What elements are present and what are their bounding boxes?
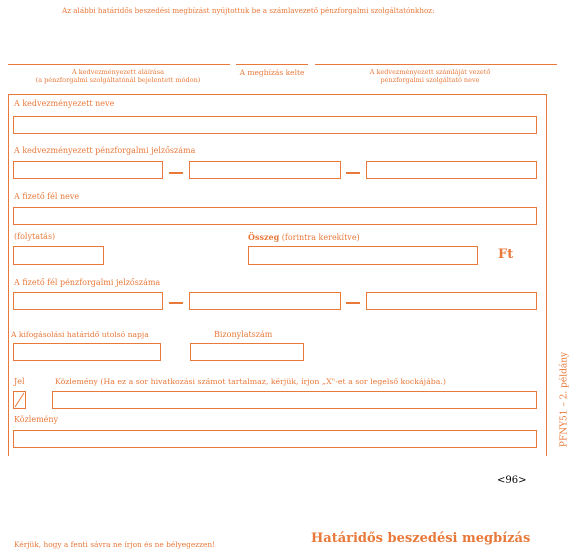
sign-checkbox[interactable] xyxy=(13,391,26,409)
intro-text: Az alábbi határidős beszedési megbízást nyújtottuk be a számlavezető pénzforgalmi szolgáltatónkhoz: xyxy=(62,6,435,15)
signature-line xyxy=(8,64,230,65)
objection-deadline-field[interactable] xyxy=(13,343,161,361)
amount-label: Összeg (forintra kerekítve) xyxy=(248,232,360,242)
payer-account-label: A fizető fél pénzforgalmi jelzőszáma xyxy=(14,278,161,287)
account-separator xyxy=(169,302,183,304)
date-caption: A megbízás kelte xyxy=(239,68,305,77)
beneficiary-account-label: A kedvezményezett pénzforgalmi jelzőszáma xyxy=(14,146,196,155)
stamp-notice: Kérjük, hogy a fenti sávra ne írjon és ne bélyegezzen! xyxy=(14,540,216,549)
remark-label: Közlemény xyxy=(14,415,59,424)
account-separator xyxy=(346,172,360,174)
form-top-border xyxy=(8,94,546,95)
beneficiary-account-part1[interactable] xyxy=(13,161,163,179)
document-title: Határidős beszedési megbízás xyxy=(311,531,531,546)
sign-label: Jel xyxy=(14,377,25,386)
account-separator xyxy=(346,302,360,304)
payer-name-field[interactable] xyxy=(13,207,537,225)
document-number-field[interactable] xyxy=(190,343,304,361)
amount-field[interactable] xyxy=(248,246,478,265)
beneficiary-name-label: A kedvezményezett neve xyxy=(14,99,115,108)
form-right-border xyxy=(546,94,547,456)
account-separator xyxy=(169,172,183,174)
payer-account-part3[interactable] xyxy=(366,292,537,310)
diagonal-slash-icon xyxy=(14,392,25,408)
currency-label: Ft xyxy=(498,247,514,262)
continuation-label: (folytatás) xyxy=(14,232,56,241)
beneficiary-account-part2[interactable] xyxy=(189,161,341,179)
objection-deadline-label: A kifogásolási határidő utolsó napja xyxy=(11,330,149,339)
payer-name-label: A fizető fél neve xyxy=(14,192,80,201)
remark-reference-field[interactable] xyxy=(52,391,537,409)
document-number-label: Bizonylatszám xyxy=(214,330,273,339)
remark-hint-label: Közlemény (Ha ez a sor hivatkozási számot tartalmaz, kérjük, írjon „X"-et a sor legelső kockájába.) xyxy=(55,377,446,386)
provider-caption: A kedvezményezett számláját vezető pénzforgalmi szolgáltató neve xyxy=(369,68,491,85)
provider-line xyxy=(315,64,557,65)
date-line xyxy=(236,64,308,65)
payer-account-part2[interactable] xyxy=(189,292,341,310)
form-left-border xyxy=(8,94,9,456)
signature-caption: A kedvezményezett aláírása (a pénzforgalmi szolgáltatónál bejelentett módon) xyxy=(35,68,201,85)
beneficiary-name-field[interactable] xyxy=(13,116,537,134)
form-number: <96> xyxy=(497,475,527,486)
remark-field[interactable] xyxy=(13,430,537,448)
continuation-field[interactable] xyxy=(13,246,104,265)
payer-account-part1[interactable] xyxy=(13,292,163,310)
beneficiary-account-part3[interactable] xyxy=(366,161,537,179)
side-code: PFNY51 – 2. példány xyxy=(559,351,570,448)
